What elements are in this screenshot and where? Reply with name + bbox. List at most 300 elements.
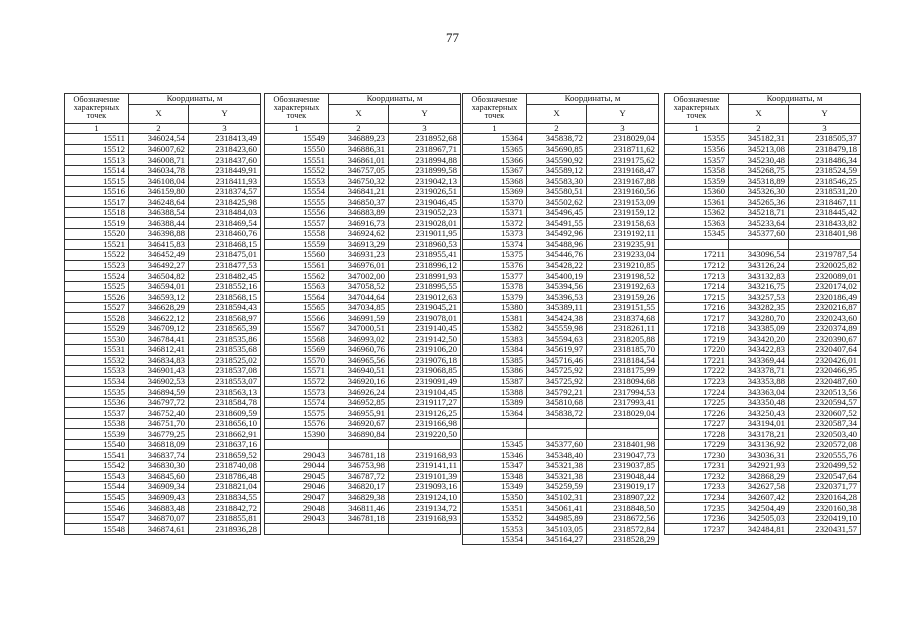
point-id: 15520 — [65, 228, 129, 239]
table-row — [463, 471, 659, 482]
point-id: 15368 — [463, 176, 527, 187]
table-row — [265, 260, 461, 271]
x-coordinate: 345218,71 — [729, 207, 789, 218]
y-coordinate: 2319091,49 — [389, 376, 461, 387]
table-row — [65, 323, 261, 334]
coordinates-header: Координаты, м — [729, 94, 861, 105]
x-coordinate: 345213,08 — [729, 144, 789, 155]
point-id: 15383 — [463, 334, 527, 345]
point-id: 15533 — [65, 366, 129, 377]
x-coordinate: 346034,78 — [129, 165, 189, 176]
table-row — [463, 461, 659, 472]
x-coordinate: 346837,74 — [129, 450, 189, 461]
point-id: 15514 — [65, 165, 129, 176]
y-coordinate: 2318568,15 — [189, 292, 261, 303]
table-row — [665, 155, 861, 166]
x-coordinate: 343250,43 — [729, 408, 789, 419]
x-coordinate: 345792,21 — [527, 387, 587, 398]
y-coordinate: 2318175,99 — [587, 366, 659, 377]
table-row — [665, 429, 861, 440]
point-id: 17220 — [665, 344, 729, 355]
point-id: 15570 — [265, 355, 329, 366]
x-coordinate: 346931,23 — [329, 250, 389, 261]
x-coordinate: 343216,75 — [729, 281, 789, 292]
y-coordinate: 2318907,22 — [587, 492, 659, 503]
table-row — [665, 165, 861, 176]
table-row — [265, 176, 461, 187]
table-row — [65, 260, 261, 271]
point-id — [463, 418, 527, 429]
point-id: 15528 — [65, 313, 129, 324]
point-id: 15563 — [265, 281, 329, 292]
y-coordinate: 2318659,52 — [189, 450, 261, 461]
x-coordinate: 345394,56 — [527, 281, 587, 292]
x-coordinate: 346628,29 — [129, 302, 189, 313]
y-coordinate: 2320371,77 — [789, 482, 861, 493]
x-coordinate: 346909,43 — [129, 492, 189, 503]
x-coordinate: 345377,60 — [729, 228, 789, 239]
table-row — [265, 450, 461, 461]
table-row — [463, 408, 659, 419]
x-coordinate: 345580,51 — [527, 186, 587, 197]
y-coordinate: 2318546,25 — [789, 176, 861, 187]
table-row — [265, 344, 461, 355]
y-coordinate: 2320426,01 — [789, 355, 861, 366]
x-coordinate: 346883,48 — [129, 503, 189, 514]
x-coordinate: 345259,59 — [527, 482, 587, 493]
table-row — [463, 376, 659, 387]
point-id: 15522 — [65, 250, 129, 261]
x-coordinate: 342868,29 — [729, 471, 789, 482]
y-coordinate: 2319101,39 — [389, 471, 461, 482]
x-coordinate: 347058,52 — [329, 281, 389, 292]
y-coordinate — [587, 418, 659, 429]
y-coordinate: 2320164,28 — [789, 492, 861, 503]
y-coordinate: 2319104,45 — [389, 387, 461, 398]
x-coordinate: 343036,31 — [729, 450, 789, 461]
table-row — [463, 144, 659, 155]
table-row — [665, 471, 861, 482]
x-coordinate: 345446,76 — [527, 250, 587, 261]
y-coordinate: 2318401,98 — [789, 228, 861, 239]
y-coordinate: 2318848,50 — [587, 503, 659, 514]
x-coordinate: 346886,31 — [329, 144, 389, 155]
table-row — [463, 450, 659, 461]
y-coordinate: 2320555,76 — [789, 450, 861, 461]
coordinates-table-3 — [462, 93, 659, 545]
x-coordinate: 344985,89 — [527, 513, 587, 524]
x-coordinate: 347000,51 — [329, 323, 389, 334]
point-id: 15387 — [463, 376, 527, 387]
point-id: 15531 — [65, 344, 129, 355]
point-id: 15369 — [463, 186, 527, 197]
table-row — [665, 524, 861, 535]
x-coordinate: 346388,54 — [129, 207, 189, 218]
x-coordinate: 346902,53 — [129, 376, 189, 387]
table-row — [65, 334, 261, 345]
x-coordinate: 346920,67 — [329, 418, 389, 429]
y-coordinate: 2318094,68 — [587, 376, 659, 387]
table-row — [265, 134, 461, 145]
point-id: 17226 — [665, 408, 729, 419]
y-coordinate: 2319042,13 — [389, 176, 461, 187]
y-coordinate: 2320607,52 — [789, 408, 861, 419]
x-coordinate: 346913,29 — [329, 239, 389, 250]
y-coordinate: 2319168,93 — [389, 513, 461, 524]
table-row — [65, 450, 261, 461]
x-coordinate: 346861,01 — [329, 155, 389, 166]
point-id: 17229 — [665, 439, 729, 450]
y-coordinate: 2320174,02 — [789, 281, 861, 292]
y-coordinate — [789, 239, 861, 250]
x-coordinate: 345725,92 — [527, 376, 587, 387]
point-id: 17225 — [665, 397, 729, 408]
point-id: 15375 — [463, 250, 527, 261]
point-id: 15511 — [65, 134, 129, 145]
point-id: 15554 — [265, 186, 329, 197]
x-coordinate: 346818,09 — [129, 439, 189, 450]
point-id: 15385 — [463, 355, 527, 366]
point-id: 15364 — [463, 134, 527, 145]
x-coordinate: 346955,91 — [329, 408, 389, 419]
y-coordinate: 2318535,68 — [189, 344, 261, 355]
y-coordinate: 2318995,55 — [389, 281, 461, 292]
y-coordinate: 2320025,82 — [789, 260, 861, 271]
point-id: 17214 — [665, 281, 729, 292]
x-coordinate: 346850,37 — [329, 197, 389, 208]
table-row — [65, 387, 261, 398]
table-row — [265, 323, 461, 334]
point-id: 15572 — [265, 376, 329, 387]
y-coordinate: 2318967,71 — [389, 144, 461, 155]
y-coordinate: 2320594,57 — [789, 397, 861, 408]
x-coordinate: 343194,01 — [729, 418, 789, 429]
table-row — [463, 292, 659, 303]
column-number: 2 — [129, 123, 189, 134]
y-coordinate: 2318960,53 — [389, 239, 461, 250]
table-row — [463, 207, 659, 218]
x-coordinate: 346781,18 — [329, 450, 389, 461]
point-id: 15386 — [463, 366, 527, 377]
y-coordinate: 2318991,93 — [389, 271, 461, 282]
x-coordinate: 346752,40 — [129, 408, 189, 419]
point-id: 15376 — [463, 260, 527, 271]
point-id: 29045 — [265, 471, 329, 482]
table-row — [65, 503, 261, 514]
table-row — [65, 197, 261, 208]
y-coordinate: 2319158,63 — [587, 218, 659, 229]
y-coordinate: 2318445,42 — [789, 207, 861, 218]
point-id: 17230 — [665, 450, 729, 461]
table-row — [65, 271, 261, 282]
x-coordinate: 343378,71 — [729, 366, 789, 377]
table-row — [463, 503, 659, 514]
y-coordinate: 2318552,16 — [189, 281, 261, 292]
table-row — [463, 271, 659, 282]
point-id: 15529 — [65, 323, 129, 334]
x-coordinate: 345589,12 — [527, 165, 587, 176]
x-coordinate: 346594,01 — [129, 281, 189, 292]
table-row — [665, 397, 861, 408]
table-row — [265, 461, 461, 472]
x-coordinate — [329, 439, 389, 450]
table-row — [65, 355, 261, 366]
point-id: 15574 — [265, 397, 329, 408]
x-coordinate: 342607,42 — [729, 492, 789, 503]
table-row — [265, 482, 461, 493]
table-row — [65, 144, 261, 155]
y-coordinate: 2318475,01 — [189, 250, 261, 261]
page-number: 77 — [446, 30, 459, 45]
table-row — [265, 366, 461, 377]
x-coordinate: 346909,34 — [129, 482, 189, 493]
point-id — [665, 239, 729, 250]
y-header: Y — [587, 104, 659, 123]
point-id: 17227 — [665, 418, 729, 429]
y-coordinate: 2319126,25 — [389, 408, 461, 419]
x-coordinate: 343353,88 — [729, 376, 789, 387]
x-coordinate: 346398,88 — [129, 228, 189, 239]
point-id: 15363 — [665, 218, 729, 229]
table-row — [265, 218, 461, 229]
point-id: 15348 — [463, 471, 527, 482]
x-coordinate: 345838,72 — [527, 408, 587, 419]
x-coordinate: 345492,96 — [527, 228, 587, 239]
table-row — [65, 408, 261, 419]
x-coordinate: 346812,41 — [129, 344, 189, 355]
point-id: 15568 — [265, 334, 329, 345]
x-coordinate: 346820,17 — [329, 482, 389, 493]
table-row — [665, 207, 861, 218]
y-coordinate: 2318565,39 — [189, 323, 261, 334]
point-id: 15541 — [65, 450, 129, 461]
x-coordinate: 345838,72 — [527, 134, 587, 145]
table-row — [65, 492, 261, 503]
point-id: 15546 — [65, 503, 129, 514]
y-header: Y — [189, 104, 261, 123]
x-coordinate: 347002,00 — [329, 271, 389, 282]
table-row — [665, 492, 861, 503]
point-id: 15367 — [463, 165, 527, 176]
y-coordinate: 2318936,28 — [189, 524, 261, 535]
x-coordinate: 346504,82 — [129, 271, 189, 282]
point-designation-header: Обозначение характерных точек — [463, 94, 527, 124]
point-id: 15354 — [463, 534, 527, 545]
y-coordinate: 2319134,72 — [389, 503, 461, 514]
x-coordinate: 346492,27 — [129, 260, 189, 271]
y-coordinate: 2319047,73 — [587, 450, 659, 461]
table-row — [665, 482, 861, 493]
table-row — [463, 492, 659, 503]
table-row — [265, 292, 461, 303]
table-row — [265, 207, 461, 218]
x-coordinate: 345424,38 — [527, 313, 587, 324]
table-row — [665, 250, 861, 261]
point-id: 17212 — [665, 260, 729, 271]
y-coordinate: 2318484,03 — [189, 207, 261, 218]
point-id: 17231 — [665, 461, 729, 472]
point-id: 15542 — [65, 461, 129, 472]
table-row — [665, 503, 861, 514]
point-id: 17228 — [665, 429, 729, 440]
point-id: 15555 — [265, 197, 329, 208]
table-row — [463, 281, 659, 292]
x-coordinate: 346797,72 — [129, 397, 189, 408]
table-row — [265, 387, 461, 398]
x-coordinate: 346751,70 — [129, 418, 189, 429]
y-coordinate: 2320419,10 — [789, 513, 861, 524]
point-id: 15379 — [463, 292, 527, 303]
x-coordinate: 346593,12 — [129, 292, 189, 303]
table-row — [463, 323, 659, 334]
x-coordinate: 346787,72 — [329, 471, 389, 482]
y-coordinate: 2318528,29 — [587, 534, 659, 545]
table-row — [463, 524, 659, 535]
point-id: 15516 — [65, 186, 129, 197]
x-coordinate: 346845,60 — [129, 471, 189, 482]
x-coordinate — [527, 429, 587, 440]
y-coordinate: 2319159,12 — [587, 207, 659, 218]
y-coordinate: 2319175,62 — [587, 155, 659, 166]
point-id: 15361 — [665, 197, 729, 208]
table-row — [265, 144, 461, 155]
point-id: 17216 — [665, 302, 729, 313]
point-id: 17235 — [665, 503, 729, 514]
point-id: 15377 — [463, 271, 527, 282]
table-row — [665, 418, 861, 429]
table-row — [463, 313, 659, 324]
table-row — [265, 429, 461, 440]
point-id: 15350 — [463, 492, 527, 503]
column-number: 3 — [389, 123, 461, 134]
y-coordinate: 2320089,01 — [789, 271, 861, 282]
table-row — [265, 186, 461, 197]
column-number: 1 — [665, 123, 729, 134]
x-coordinate: 345488,96 — [527, 239, 587, 250]
x-coordinate: 345265,36 — [729, 197, 789, 208]
point-id: 17215 — [665, 292, 729, 303]
table-row — [65, 186, 261, 197]
table-row — [665, 387, 861, 398]
x-coordinate: 346976,01 — [329, 260, 389, 271]
point-id: 17237 — [665, 524, 729, 535]
x-coordinate: 346008,71 — [129, 155, 189, 166]
table-row — [463, 387, 659, 398]
x-coordinate: 346894,59 — [129, 387, 189, 398]
x-coordinate: 346024,54 — [129, 134, 189, 145]
x-coordinate: 343282,35 — [729, 302, 789, 313]
x-coordinate: 343257,53 — [729, 292, 789, 303]
point-id: 15357 — [665, 155, 729, 166]
point-id: 15566 — [265, 313, 329, 324]
x-coordinate: 343126,24 — [729, 260, 789, 271]
table-row — [665, 344, 861, 355]
column-number: 3 — [789, 123, 861, 134]
y-coordinate: 2318029,04 — [587, 134, 659, 145]
point-id: 15569 — [265, 344, 329, 355]
point-id: 15347 — [463, 461, 527, 472]
point-id: 15370 — [463, 197, 527, 208]
point-id: 15575 — [265, 408, 329, 419]
y-coordinate: 2318563,13 — [189, 387, 261, 398]
table-row — [463, 513, 659, 524]
x-coordinate: 342627,58 — [729, 482, 789, 493]
point-designation-header: Обозначение характерных точек — [65, 94, 129, 124]
x-coordinate: 346753,98 — [329, 461, 389, 472]
x-coordinate: 346870,07 — [129, 513, 189, 524]
table-row — [463, 302, 659, 313]
point-id: 15550 — [265, 144, 329, 155]
table-row — [265, 197, 461, 208]
y-coordinate: 2317994,53 — [587, 387, 659, 398]
table-row — [265, 239, 461, 250]
point-id: 15365 — [463, 144, 527, 155]
y-coordinate: 2319220,50 — [389, 429, 461, 440]
y-coordinate: 2320466,95 — [789, 366, 861, 377]
table-row — [665, 313, 861, 324]
x-coordinate: 345583,30 — [527, 176, 587, 187]
y-coordinate: 2318482,45 — [189, 271, 261, 282]
y-header: Y — [789, 104, 861, 123]
point-id: 15551 — [265, 155, 329, 166]
table-row — [463, 366, 659, 377]
table-row — [265, 165, 461, 176]
x-header: X — [729, 104, 789, 123]
x-coordinate: 345318,89 — [729, 176, 789, 187]
point-id: 15519 — [65, 218, 129, 229]
x-coordinate: 345716,46 — [527, 355, 587, 366]
y-coordinate — [389, 439, 461, 450]
table-row — [65, 344, 261, 355]
x-coordinate: 345590,92 — [527, 155, 587, 166]
point-id: 15384 — [463, 344, 527, 355]
y-coordinate: 2318184,54 — [587, 355, 659, 366]
point-id: 15360 — [665, 186, 729, 197]
y-coordinate: 2318535,86 — [189, 334, 261, 345]
x-coordinate: 345182,31 — [729, 134, 789, 145]
y-coordinate: 2319235,91 — [587, 239, 659, 250]
point-id: 15389 — [463, 397, 527, 408]
point-id: 17222 — [665, 366, 729, 377]
point-id: 15380 — [463, 302, 527, 313]
point-id: 17234 — [665, 492, 729, 503]
point-id: 15355 — [665, 134, 729, 145]
x-coordinate: 343132,83 — [729, 271, 789, 282]
x-coordinate: 346841,21 — [329, 186, 389, 197]
point-id: 17232 — [665, 471, 729, 482]
y-coordinate: 2319192,63 — [587, 281, 659, 292]
point-id: 15549 — [265, 134, 329, 145]
table-row — [665, 366, 861, 377]
x-header: X — [129, 104, 189, 123]
table-row — [463, 418, 659, 429]
x-coordinate: 345725,92 — [527, 366, 587, 377]
point-id: 15362 — [665, 207, 729, 218]
table-row — [265, 271, 461, 282]
point-id: 15536 — [65, 397, 129, 408]
table-row — [265, 155, 461, 166]
x-coordinate: 342484,81 — [729, 524, 789, 535]
y-coordinate: 2318505,37 — [789, 134, 861, 145]
point-id: 17211 — [665, 250, 729, 261]
point-id: 15373 — [463, 228, 527, 239]
column-number: 2 — [527, 123, 587, 134]
table-row — [265, 250, 461, 261]
y-coordinate: 2318261,11 — [587, 323, 659, 334]
x-header: X — [527, 104, 587, 123]
x-coordinate: 345326,30 — [729, 186, 789, 197]
table-row — [665, 260, 861, 271]
